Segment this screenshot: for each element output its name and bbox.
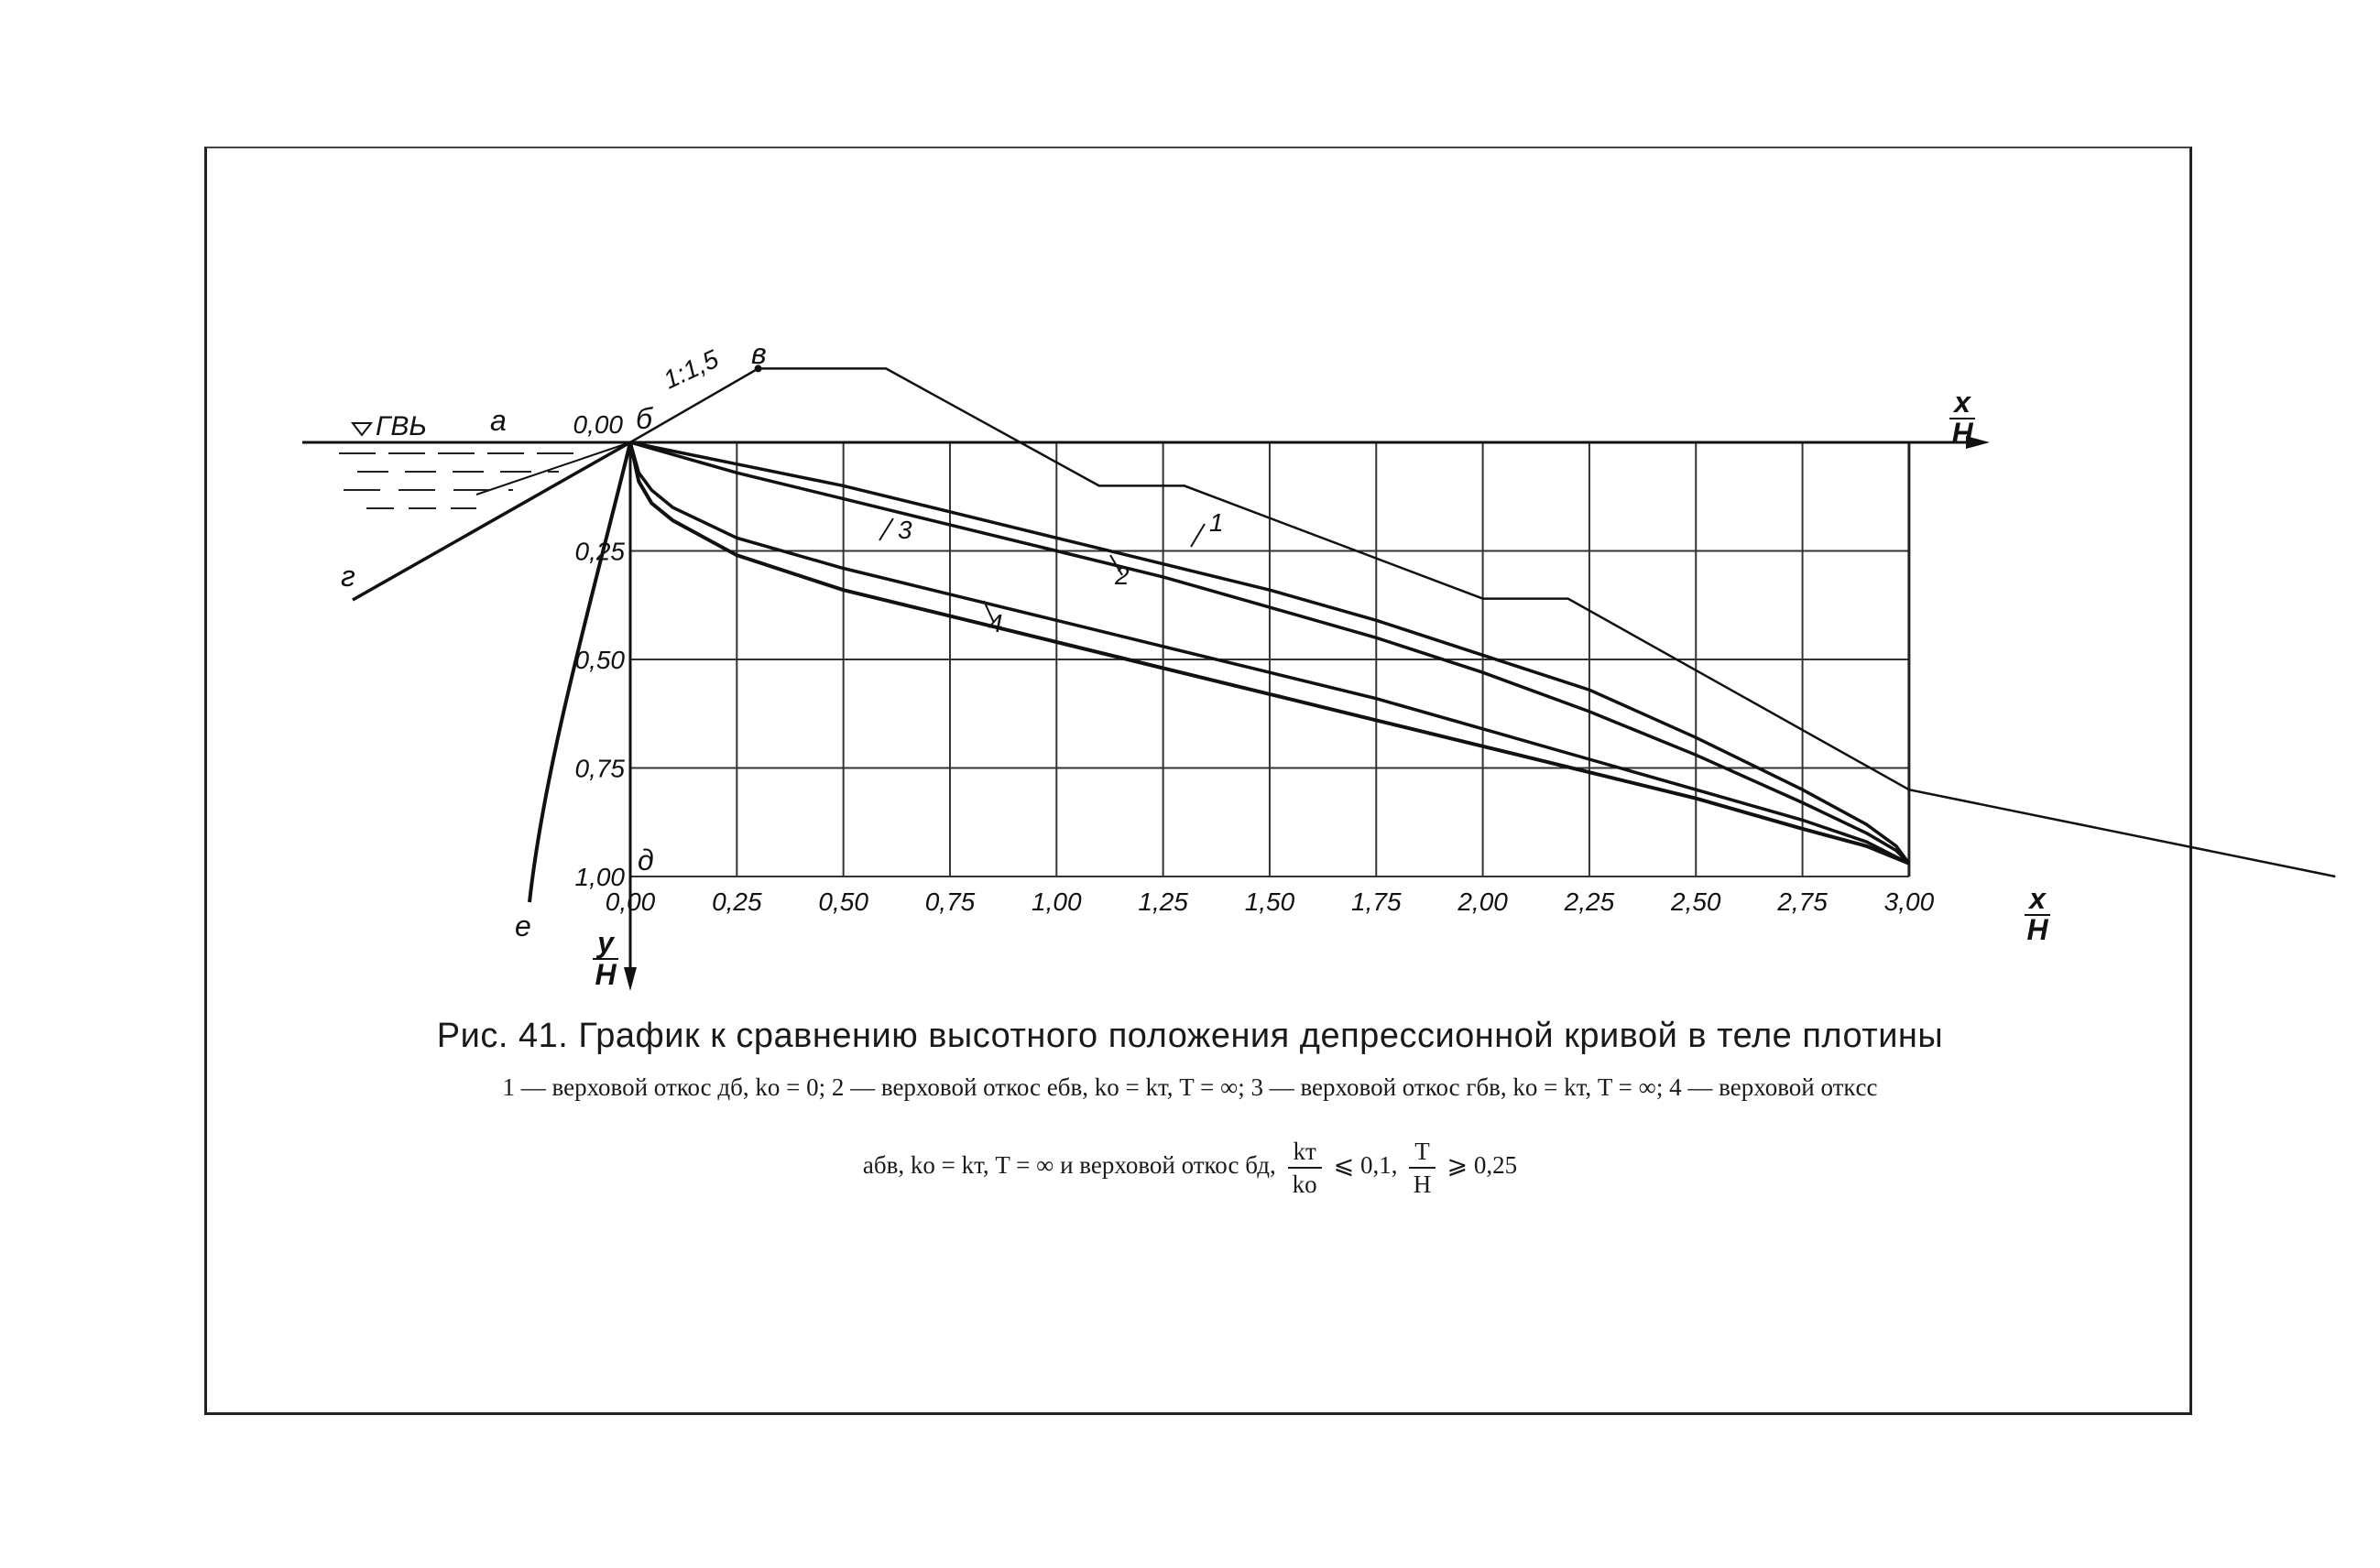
x-tick-label: 1,75 [1351,887,1402,916]
x-tick-label: 0,50 [818,887,868,916]
fraction-t-h [1409,1136,1436,1200]
water-level-label: ГВЬ [376,411,427,441]
caption-relation-2: ⩾ 0,25 [1447,1151,1518,1180]
figure-caption-title: Рис. 41. График к сравнению высотного положения депрессионной кривой в теле плотины [436,1017,1944,1055]
y-axis-arrow [624,967,637,991]
x-unit-label-denominator: H [2026,913,2048,946]
x-tick-label: 3,00 [1883,887,1935,916]
caption-legend-line-1: 1 — верховой откос дб, kо = 0; 2 — верховой откос ебв, kо = kт, T = ∞; 3 — верховой откос гбв, kо = kт, T = ∞; 4 — верховой откcс [502,1073,1878,1101]
fraction-numerator: kт [1288,1136,1322,1169]
y-tick-label: 0,00 [573,410,623,439]
x-tick-label: 1,50 [1244,887,1295,916]
series-label-2: 2 [1115,561,1130,590]
x-unit-label-numerator: x [1954,386,1971,419]
fraction-denominator: kо [1292,1171,1317,1198]
point-label-b: б [636,402,652,435]
y-unit-label-numerator: y [597,926,614,959]
x-unit-label-numerator: x [2029,882,2046,915]
water-level-triangle-icon [353,423,371,435]
x-tick-label: 1,00 [1032,887,1082,916]
x-tick-label: 0,75 [924,887,976,916]
x-tick-label: 0,00 [605,887,656,916]
series-label-4: 4 [988,609,1003,637]
point-label-d: д [638,844,654,877]
y-tick-label: 0,25 [574,537,625,566]
slope-label: 1:1,5 [659,344,723,395]
caption-line2-text: абв, kо = kт, T = ∞ и верховой откос бд, [862,1151,1276,1180]
y-tick-label: 1,00 [574,863,625,891]
x-tick-label: 2,75 [1777,887,1828,916]
upstream-slope-g [353,442,630,600]
fraction-numerator: T [1409,1136,1436,1169]
fraction-denominator: H [1413,1171,1432,1198]
point-label-e: е [515,909,531,942]
x-tick-label: 2,00 [1457,887,1508,916]
series-label-leader [879,518,893,540]
series-label-3: 3 [898,516,912,544]
caption-legend-line-2 [0,1136,2380,1200]
point-label-v: в [751,337,767,370]
series-label-1: 1 [1209,508,1224,537]
x-tick-label: 0,25 [712,887,762,916]
x-tick-label: 2,25 [1564,887,1615,916]
x-unit-label-denominator: H [1951,417,1973,450]
point-label-g: г [341,560,355,593]
series-label-leader [1191,524,1205,547]
point-label-a: а [490,404,507,437]
y-unit-label-denominator: H [595,958,617,991]
y-tick-label: 0,75 [574,754,625,783]
x-tick-label: 1,25 [1138,887,1188,916]
y-tick-label: 0,50 [574,646,625,674]
x-tick-label: 2,50 [1671,887,1721,916]
caption-relation-1: ⩽ 0,1, [1333,1151,1398,1180]
fraction-kt-ko [1288,1136,1322,1200]
